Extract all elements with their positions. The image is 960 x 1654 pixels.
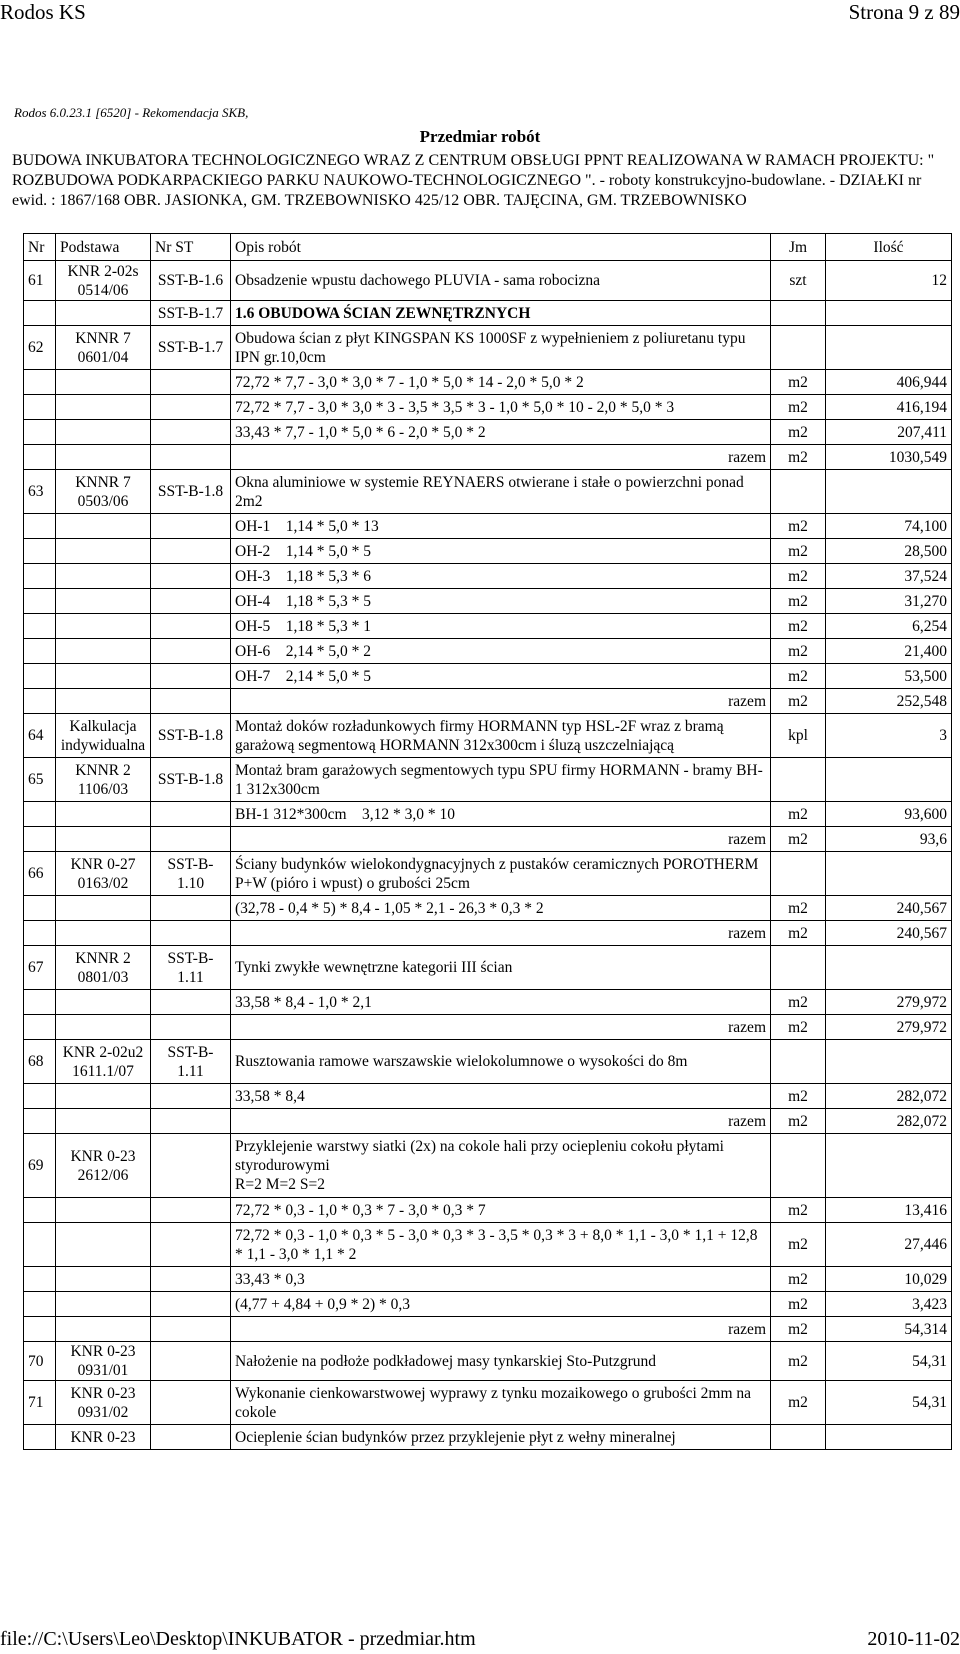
total-label: razem [231,689,771,714]
spec-code: SST-B-1.11 [151,946,231,990]
basis-code [56,589,151,614]
quantity: 279,972 [826,990,952,1015]
basis-code [56,1084,151,1109]
work-description: Ocieplenie ścian budynków przez przyklejenie płyt z wełny mineralnej [231,1425,771,1450]
spec-code: SST-B-1.7 [151,326,231,370]
table-row [24,1040,952,1084]
quantity [826,1134,952,1198]
quantity: 279,972 [826,1015,952,1040]
quantity: 282,072 [826,1084,952,1109]
quantity [826,758,952,802]
work-description: Ściany budynków wielokondygnacyjnych z pustaków ceramicznych POROTHERM P+W (pióro i wpust) o grubości 25cm [231,852,771,896]
total-label: razem [231,1317,771,1342]
spec-code [151,445,231,470]
basis-code: KNNR 7 0503/06 [56,470,151,514]
item-number [24,395,56,420]
basis-code [56,301,151,326]
item-number [24,1198,56,1223]
spec-code [151,1267,231,1292]
unit: m2 [771,395,826,420]
item-number [24,1223,56,1267]
work-description: Rusztowania ramowe warszawskie wielokolumnowe o wysokości do 8m [231,1040,771,1084]
basis-code: Kalkulacja indywidualna [56,714,151,758]
table-row [24,1198,952,1223]
work-description: OH-7 2,14 * 5,0 * 5 [231,664,771,689]
basis-code: KNNR 7 0601/04 [56,326,151,370]
item-number [24,1267,56,1292]
unit: kpl [771,714,826,758]
spec-code [151,639,231,664]
spec-code [151,1425,231,1450]
quantity [826,1040,952,1084]
total-label: razem [231,827,771,852]
work-description: (4,77 + 4,84 + 0,9 * 2) * 0,3 [231,1292,771,1317]
item-number [24,420,56,445]
item-number: 62 [24,326,56,370]
unit: m2 [771,539,826,564]
basis-code [56,689,151,714]
basis-code [56,564,151,589]
table-row [24,852,952,896]
quantity: 416,194 [826,395,952,420]
work-description: Tynki zwykłe wewnętrzne kategorii III ścian [231,946,771,990]
item-number [24,827,56,852]
quantity [826,301,952,326]
quantity: 27,446 [826,1223,952,1267]
item-number: 68 [24,1040,56,1084]
quantity: 6,254 [826,614,952,639]
quantity: 3 [826,714,952,758]
unit: m2 [771,1084,826,1109]
quantity: 37,524 [826,564,952,589]
work-description: Montaż bram garażowych segmentowych typu SPU firmy HORMANN - bramy BH-1 312x300cm [231,758,771,802]
quantity: 207,411 [826,420,952,445]
item-number [24,614,56,639]
total-label: razem [231,1015,771,1040]
work-description: OH-6 2,14 * 5,0 * 2 [231,639,771,664]
spec-code [151,614,231,639]
work-description: BH-1 312*300cm 3,12 * 3,0 * 10 [231,802,771,827]
spec-code [151,589,231,614]
table-row [24,564,952,589]
work-description: OH-5 1,18 * 5,3 * 1 [231,614,771,639]
unit: m2 [771,614,826,639]
unit: m2 [771,1015,826,1040]
basis-code [56,896,151,921]
unit: m2 [771,921,826,946]
quantity: 31,270 [826,589,952,614]
table-row [24,1015,952,1040]
table-row [24,689,952,714]
col-nrst: Nr ST [151,234,231,261]
basis-code [56,1317,151,1342]
spec-code: SST-B-1.8 [151,470,231,514]
item-number [24,990,56,1015]
table-row [24,1342,952,1381]
basis-code [56,614,151,639]
spec-code [151,1317,231,1342]
unit: m2 [771,639,826,664]
col-opis: Opis robót [231,234,771,261]
quantity: 12 [826,261,952,301]
spec-code [151,564,231,589]
unit: m2 [771,514,826,539]
spec-code [151,1381,231,1425]
table-row [24,614,952,639]
spec-code [151,1342,231,1381]
table-row [24,395,952,420]
quantity: 53,500 [826,664,952,689]
print-date: 2010-11-02 [867,1628,960,1650]
col-jm: Jm [771,234,826,261]
spec-code [151,1084,231,1109]
spec-code [151,921,231,946]
table-row [24,301,952,326]
table-row [24,1223,952,1267]
table-row [24,589,952,614]
unit: m2 [771,564,826,589]
table-row [24,946,952,990]
table-row [24,896,952,921]
item-number [24,589,56,614]
work-description: OH-3 1,18 * 5,3 * 6 [231,564,771,589]
work-description: Przyklejenie warstwy siatki (2x) na cokole hali przy ociepleniu cokołu płytami styrodurowymi R=2 M=2 S=2 [231,1134,771,1198]
unit: m2 [771,420,826,445]
total-label: razem [231,445,771,470]
item-number [24,896,56,921]
work-description: 72,72 * 7,7 - 3,0 * 3,0 * 7 - 1,0 * 5,0 * 14 - 2,0 * 5,0 * 2 [231,370,771,395]
quantity: 406,944 [826,370,952,395]
basis-code: KNR 2-02u2 1611.1/07 [56,1040,151,1084]
table-row [24,990,952,1015]
table-row [24,1381,952,1425]
item-number: 61 [24,261,56,301]
quantity: 54,31 [826,1342,952,1381]
page-header [0,0,960,30]
quantity: 1030,549 [826,445,952,470]
item-number [24,689,56,714]
spec-code: SST-B-1.8 [151,758,231,802]
work-description: Montaż doków rozładunkowych firmy HORMANN typ HSL-2F wraz z bramą garażową segmentową HORMANN 312x300cm i śluzą uszczelniającą [231,714,771,758]
spec-code [151,802,231,827]
quantity: 74,100 [826,514,952,539]
unit [771,758,826,802]
table-row [24,1317,952,1342]
basis-code: KNR 2-02s 0514/06 [56,261,151,301]
spec-code [151,514,231,539]
project-description: BUDOWA INKUBATORA TECHNOLOGICZNEGO WRAZ Z CENTRUM OBSŁUGI PPNT REALIZOWANA W RAMACH PROJEKTU: " ROZBUDOWA PODKARPACKIEGO PARKU NAUKOWO-TECHNOLOGICZNEGO ". - roboty konstrukcyjno-budowlane. - DZIAŁKI nr ewid. : 1867/168 OBR. JASIONKA, GM. TRZEBOWNISKO 425/12 OBR. TAJĘCINA, GM. TRZEBOWNISKO [12,152,935,209]
app-title: Rodos KS [0,0,86,24]
table-header-row [24,234,952,261]
unit [771,301,826,326]
spec-code: SST-B-1.11 [151,1040,231,1084]
item-number [24,1015,56,1040]
version-label: Rodos 6.0.23.1 [6520] - Rekomendacja SKB, [14,105,249,120]
page-number: Strona 9 z 89 [848,0,960,24]
quantity: 93,600 [826,802,952,827]
basis-code [56,639,151,664]
work-description: Nałożenie na podłoże podkładowej masy tynkarskiej Sto-Putzgrund [231,1342,771,1381]
item-number [24,1317,56,1342]
quantity: 240,567 [826,921,952,946]
basis-code [56,445,151,470]
spec-code [151,990,231,1015]
basis-code [56,802,151,827]
unit: m2 [771,445,826,470]
unit: m2 [771,1381,826,1425]
item-number: 70 [24,1342,56,1381]
spec-code [151,1134,231,1198]
spec-code [151,827,231,852]
total-label: razem [231,1109,771,1134]
col-nr: Nr [24,234,56,261]
item-number [24,802,56,827]
table-row [24,261,952,301]
work-description: 33,58 * 8,4 [231,1084,771,1109]
unit: m2 [771,827,826,852]
work-description: OH-2 1,14 * 5,0 * 5 [231,539,771,564]
quantity [826,1425,952,1450]
quantity: 252,548 [826,689,952,714]
basis-code [56,395,151,420]
table-row [24,1267,952,1292]
item-number [24,1084,56,1109]
item-number: 63 [24,470,56,514]
unit: m2 [771,896,826,921]
item-number [24,445,56,470]
work-description: 72,72 * 0,3 - 1,0 * 0,3 * 7 - 3,0 * 0,3 * 7 [231,1198,771,1223]
quantity [826,326,952,370]
work-description: OH-4 1,18 * 5,3 * 5 [231,589,771,614]
item-number [24,539,56,564]
unit [771,852,826,896]
spec-code [151,1292,231,1317]
col-podstawa: Podstawa [56,234,151,261]
unit: m2 [771,664,826,689]
table-row [24,1134,952,1198]
unit: m2 [771,990,826,1015]
basis-code [56,1109,151,1134]
spec-code [151,1198,231,1223]
spec-code: SST-B-1.10 [151,852,231,896]
unit: m2 [771,689,826,714]
quantity: 13,416 [826,1198,952,1223]
item-number [24,639,56,664]
total-label: razem [231,921,771,946]
unit [771,946,826,990]
work-description: 72,72 * 0,3 - 1,0 * 0,3 * 5 - 3,0 * 0,3 * 3 - 3,5 * 0,3 * 3 + 8,0 * 1,1 - 3,0 * 1,1 + 12,8 * 1,1 - 3,0 * 1,1 * 2 [231,1223,771,1267]
table-row [24,370,952,395]
quantity: 93,6 [826,827,952,852]
file-path: file://C:\Users\Leo\Desktop\INKUBATOR - przedmiar.htm [0,1628,476,1650]
basis-code [56,420,151,445]
basis-code [56,1198,151,1223]
work-description: 33,58 * 8,4 - 1,0 * 2,1 [231,990,771,1015]
basis-code [56,921,151,946]
basis-code [56,1015,151,1040]
quantity: 54,314 [826,1317,952,1342]
quantity: 54,31 [826,1381,952,1425]
work-description: 72,72 * 7,7 - 3,0 * 3,0 * 3 - 3,5 * 3,5 * 3 - 1,0 * 5,0 * 10 - 2,0 * 5,0 * 3 [231,395,771,420]
quantity: 28,500 [826,539,952,564]
table-row [24,1084,952,1109]
table-row [24,420,952,445]
item-number: 66 [24,852,56,896]
spec-code [151,689,231,714]
basis-code: KNR 0-23 0931/02 [56,1381,151,1425]
work-description: Wykonanie cienkowarstwowej wyprawy z tynku mozaikowego o grubości 2mm na cokole [231,1381,771,1425]
item-number: 69 [24,1134,56,1198]
quantity: 282,072 [826,1109,952,1134]
spec-code [151,420,231,445]
unit: m2 [771,1342,826,1381]
table-row [24,664,952,689]
table-row [24,827,952,852]
table-body [24,261,952,1450]
quantity [826,470,952,514]
table-row [24,714,952,758]
unit [771,1040,826,1084]
item-number [24,514,56,539]
estimate-table [23,233,952,1450]
spec-code: SST-B-1.7 [151,301,231,326]
col-ilosc: Ilość [826,234,952,261]
table-row [24,758,952,802]
work-description: OH-1 1,14 * 5,0 * 13 [231,514,771,539]
table-row [24,639,952,664]
item-number: 71 [24,1381,56,1425]
basis-code [56,514,151,539]
unit: szt [771,261,826,301]
spec-code [151,395,231,420]
basis-code [56,370,151,395]
work-description: Obudowa ścian z płyt KINGSPAN KS 1000SF z wypełnieniem z poliuretanu typu IPN gr.10,0cm [231,326,771,370]
work-description: 33,43 * 0,3 [231,1267,771,1292]
basis-code [56,539,151,564]
quantity: 21,400 [826,639,952,664]
item-number [24,1109,56,1134]
quantity: 240,567 [826,896,952,921]
spec-code [151,1109,231,1134]
unit: m2 [771,1198,826,1223]
table-row [24,470,952,514]
work-description: 1.6 OBUDOWA ŚCIAN ZEWNĘTRZNYCH [231,301,771,326]
basis-code [56,664,151,689]
table-row [24,1109,952,1134]
table-row [24,326,952,370]
work-description: Obsadzenie wpustu dachowego PLUVIA - sama robocizna [231,261,771,301]
table-row [24,802,952,827]
spec-code: SST-B-1.6 [151,261,231,301]
spec-code [151,1015,231,1040]
basis-code: KNR 0-23 2612/06 [56,1134,151,1198]
unit: m2 [771,589,826,614]
basis-code [56,1292,151,1317]
table-row [24,514,952,539]
basis-code: KNNR 2 0801/03 [56,946,151,990]
table-row [24,539,952,564]
document-title: Przedmiar robót [419,127,541,146]
unit: m2 [771,1317,826,1342]
unit [771,470,826,514]
unit: m2 [771,1292,826,1317]
basis-code [56,1223,151,1267]
spec-code [151,539,231,564]
quantity [826,852,952,896]
work-description: 33,43 * 7,7 - 1,0 * 5,0 * 6 - 2,0 * 5,0 * 2 [231,420,771,445]
item-number [24,1292,56,1317]
unit: m2 [771,370,826,395]
unit [771,1134,826,1198]
item-number [24,921,56,946]
item-number: 65 [24,758,56,802]
spec-code: SST-B-1.8 [151,714,231,758]
quantity: 10,029 [826,1267,952,1292]
unit: m2 [771,1109,826,1134]
unit [771,326,826,370]
table-row [24,1292,952,1317]
spec-code [151,1223,231,1267]
spec-code [151,370,231,395]
table-row [24,921,952,946]
basis-code [56,990,151,1015]
item-number [24,1425,56,1450]
quantity: 3,423 [826,1292,952,1317]
item-number [24,664,56,689]
item-number [24,564,56,589]
unit: m2 [771,1267,826,1292]
work-description: (32,78 - 0,4 * 5) * 8,4 - 1,05 * 2,1 - 26,3 * 0,3 * 2 [231,896,771,921]
table-row [24,445,952,470]
quantity [826,946,952,990]
unit [771,1425,826,1450]
item-number [24,301,56,326]
unit: m2 [771,802,826,827]
basis-code: KNR 0-27 0163/02 [56,852,151,896]
unit: m2 [771,1223,826,1267]
basis-code: KNR 0-23 0931/01 [56,1342,151,1381]
basis-code [56,827,151,852]
spec-code [151,896,231,921]
item-number: 67 [24,946,56,990]
item-number [24,370,56,395]
item-number: 64 [24,714,56,758]
spec-code [151,664,231,689]
basis-code: KNNR 2 1106/03 [56,758,151,802]
basis-code: KNR 0-23 [56,1425,151,1450]
basis-code [56,1267,151,1292]
work-description: Okna aluminiowe w systemie REYNAERS otwierane i stałe o powierzchni ponad 2m2 [231,470,771,514]
table-row [24,1425,952,1450]
